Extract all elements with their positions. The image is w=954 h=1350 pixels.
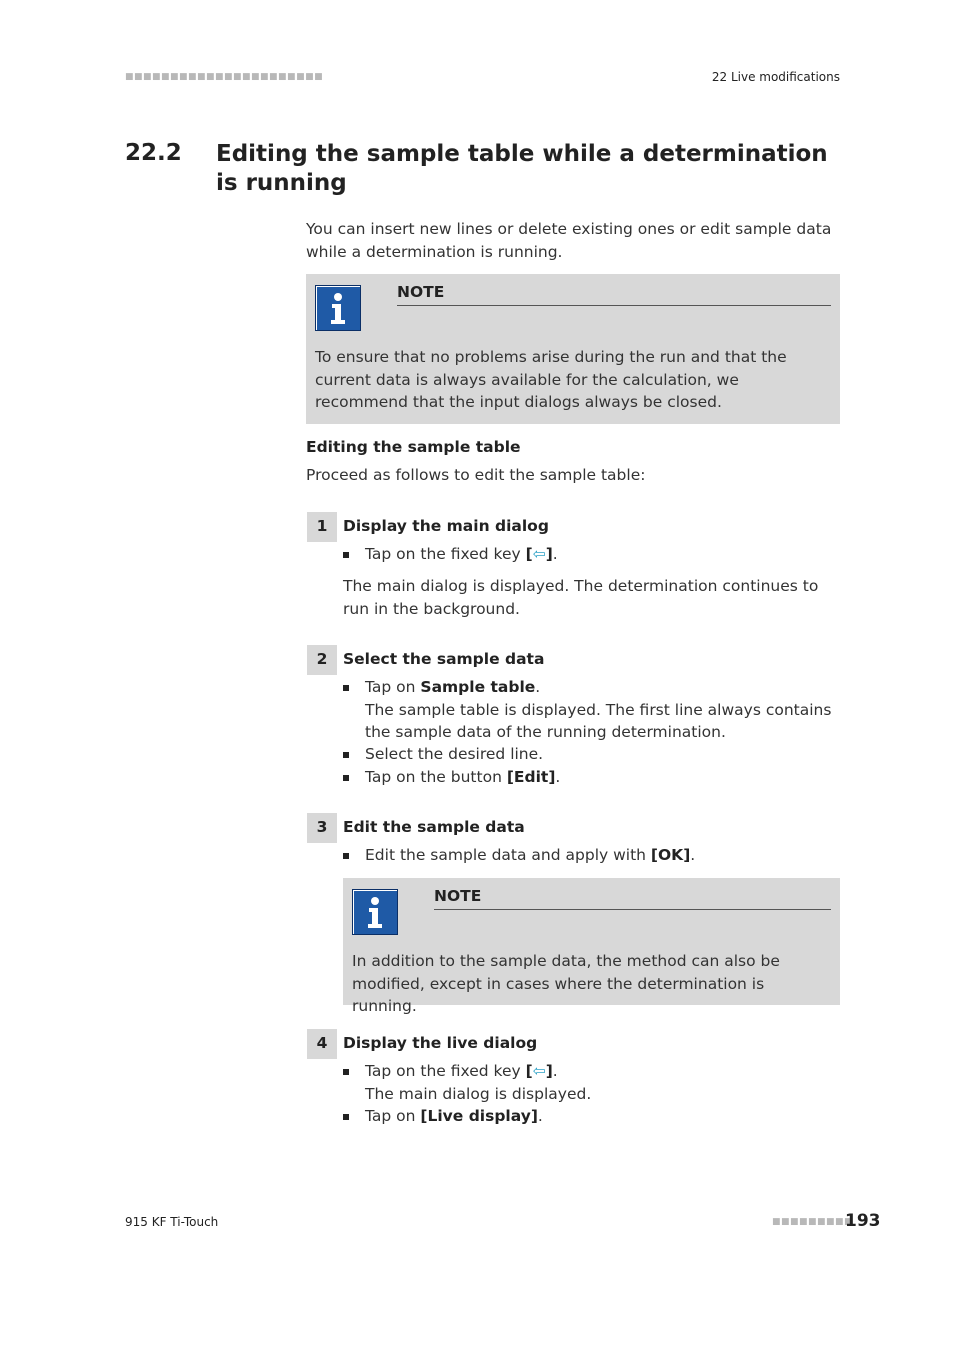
ui-term: [Edit] [506,768,556,786]
note-divider [397,305,831,306]
list-item-text: Select the desired line. [365,745,544,763]
chapter-title: 22 Live modifications [711,70,840,84]
key-bracket: [ [525,1062,533,1080]
step-number: 2 [307,645,337,675]
list-item-text: Tap on the fixed key [365,545,526,563]
ui-term: [Live display] [420,1107,538,1125]
list-item-text: . [555,768,561,786]
step-number: 3 [307,813,337,843]
list-item-text: Tap on [365,678,421,696]
list-item [365,766,840,789]
step-title: Edit the sample data [343,818,525,836]
note-box [343,878,840,1015]
note-label: NOTE [397,283,445,301]
subheading-intro: Proceed as follows to edit the sample table: [306,466,646,484]
ui-term: Sample table [420,678,536,696]
list-item-continuation: The main dialog is displayed. [365,1084,592,1103]
note-text: In addition to the sample data, the method can also be modified, except in cases where the determination is running. [352,952,780,1015]
list-item-text: Tap on the fixed key [365,1062,526,1080]
note-label: NOTE [434,887,482,905]
list-item-text: Tap on the button [365,768,507,786]
list-item-text: Edit the sample data and apply with [365,846,651,864]
list-item-text: . [690,846,696,864]
list-item [365,844,840,867]
key-bracket: [ [525,545,533,563]
list-item [365,743,840,766]
note-divider [434,909,831,910]
step-title: Display the live dialog [343,1034,538,1052]
list-item [365,1060,840,1105]
note-text: To ensure that no problems arise during the run and that the current data is always available for the calculation, we recommend that the input dialogs always be closed. [315,348,787,411]
key-bracket: ] [545,1062,553,1080]
list-item [365,543,840,566]
subheading: Editing the sample table [306,438,521,456]
ui-term: [OK] [650,846,691,864]
back-arrow-icon: ⇦ [532,545,546,563]
header-decoration: ■■■■■■■■■■■■■■■■■■■■■■ [125,72,324,82]
step-number: 1 [307,512,337,542]
note-box [306,274,840,424]
info-icon [315,285,361,331]
info-icon [352,889,398,935]
list-item-text: . [535,678,541,696]
page-number: 193 [845,1211,881,1231]
footer-product: 915 KF Ti-Touch [125,1215,219,1229]
list-item [365,1105,840,1128]
step-result-text: The main dialog is displayed. The determination continues to run in the background. [343,577,819,618]
list-item-text: . [552,1062,558,1080]
section-number: 22.2 [125,140,182,166]
intro-paragraph: You can insert new lines or delete existing ones or edit sample data while a determination is running. [306,220,832,261]
step-title: Select the sample data [343,650,545,668]
list-item-continuation: The sample table is displayed. The first line always contains the sample data of the running determination. [365,700,832,741]
step-number: 4 [307,1029,337,1059]
footer-decoration: ■■■■■■■■■ [772,1217,854,1227]
step-title: Display the main dialog [343,517,549,535]
back-arrow-icon: ⇦ [532,1062,546,1080]
list-item-text: Tap on [365,1107,421,1125]
list-item-text: . [552,545,558,563]
key-bracket: ] [545,545,553,563]
list-item [365,676,840,744]
list-item-text: . [537,1107,543,1125]
section-title: Editing the sample table while a determination is running [216,141,828,196]
